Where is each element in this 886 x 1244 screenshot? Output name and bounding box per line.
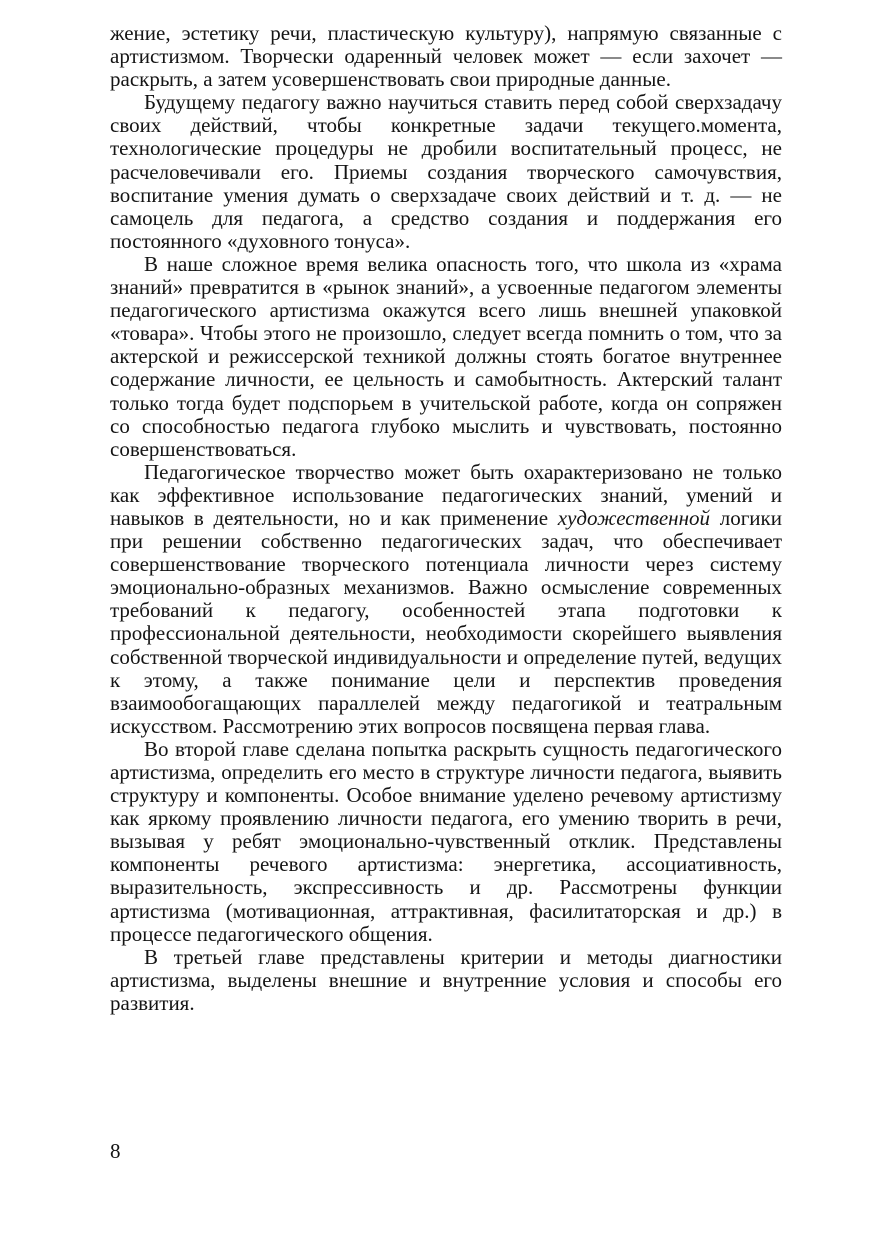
paragraph-creativity: [110, 461, 782, 738]
paragraph-chapter-three: В третьей главе представлены критерии и методы диагностики артистизма, выделены внешние и внутренние условия и способы его развития.: [110, 944, 782, 1015]
paragraph-school-market: В наше сложное время велика опасность того, что школа из «храма знаний» превратится в «рынок знаний», а усвоенные педагогом элементы педагогического артистизма окажутся всего лишь внешней упаковкой «товара». Чтобы этого не произошло, следует всегда помнить о том, что за актерской и режиссерской техникой должны стоять богатое внутреннее содержание личности, ее цельность и самобытность. Актерский талант только тогда будет подспорьем в учительской работе, когда он сопряжен со способностью педагога глубоко мыслить и чувствовать, постоянно совершенствоваться.: [110, 251, 782, 461]
paragraph-continued: жение, эстетику речи, пластическую культуру), напрямую связанные с артистизмом. Творчески одаренный человек может — если захочет — раскрыть, а затем усовершенствовать свои природные данные.: [110, 21, 782, 92]
paragraph-creativity-start: Педагогическое творчество может быть охарактеризовано не только как эффективное использование педагогических знаний, умений и навыков в деятельности, но и как применение: [110, 459, 782, 530]
paragraph-superobjective: Будущему педагогу важно научиться ставить перед собой сверхзадачу своих действий, чтобы конкретные задачи текущего.момента, технологические процедуры не дробили воспитательный процесс, не расчеловечивали его. Приемы создания творческого самочувствия, воспитание умения думать о сверхзадаче своих действий и т. д. — не самоцель для педагога, а средство создания и поддержания его постоянного «духовного тонуса».: [110, 90, 782, 253]
page-body: [110, 22, 782, 1015]
page-number: 8: [110, 1139, 121, 1163]
paragraph-chapter-two: Во второй главе сделана попытка раскрыть сущность педагогического артистизма, определить его место в структуре личности педагога, выявить структуру и компоненты. Особое внимание уделено речевому артистизму как яркому проявлению личности педагога, его умению творить в речи, вызывая у ребят эмоционально-чувственный отклик. Представлены компоненты речевого артистизма: энергетика, ассоциативность, выразительность, экспрессивность и др. Рассмотрены функции артистизма (мотивационная, аттрактивная, фасилитаторская и др.) в процессе педагогического общения.: [110, 736, 782, 946]
emphasis-artistic: художественной: [557, 505, 711, 530]
paragraph-creativity-end: логики при решении собственно педагогических задач, что обеспечивает совершенствование творческого потенциала личности через систему эмоционально-образных механизмов. Важно осмысление современных требований к педагогу, особенностей этапа подготовки к профессиональной деятельности, необходимости скорейшего выявления собственной творческой индивидуальности и определение путей, ведущих к этому, а также понимание цели и перспектив проведения взаимообогащающих параллелей между педагогикой и театральным искусством. Рассмотрению этих вопросов посвящена первая глава.: [110, 505, 782, 738]
